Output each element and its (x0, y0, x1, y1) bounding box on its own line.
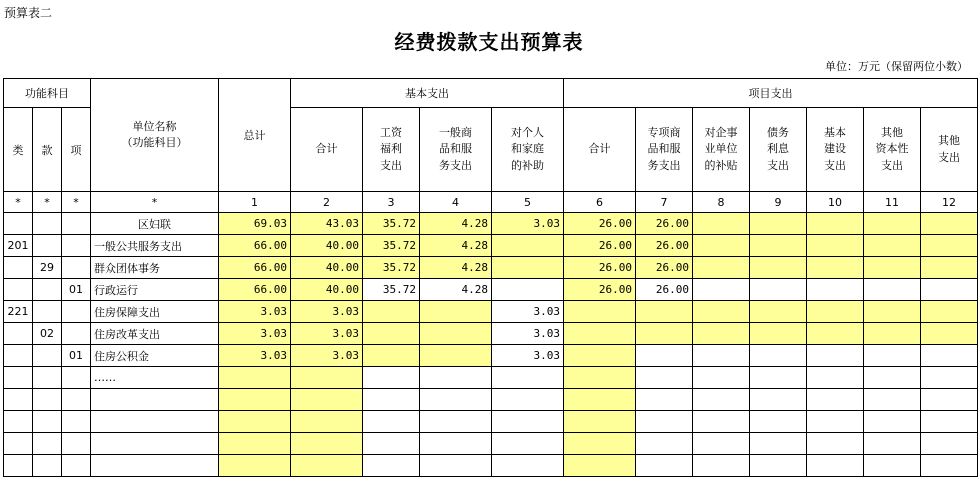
value-cell (750, 279, 807, 301)
value-cell (564, 301, 636, 323)
value-cell (750, 257, 807, 279)
table-row (4, 279, 978, 301)
value-cell (636, 345, 693, 367)
value-cell (864, 213, 921, 235)
value-cell (864, 389, 921, 411)
value-cell (750, 389, 807, 411)
header-lei: 类 (4, 108, 33, 192)
value-cell (420, 411, 492, 433)
table-row (4, 455, 978, 477)
value-cell (921, 257, 978, 279)
column-index-cell: 8 (693, 192, 750, 213)
header-subcol-text: 其他 资本性 支出 (875, 125, 909, 172)
value-cell (564, 455, 636, 477)
value-cell (492, 411, 564, 433)
unit-note: 单位：万元（保留两位小数） (825, 60, 968, 73)
value-cell (750, 213, 807, 235)
code-kuan (33, 279, 62, 301)
value-cell: 3.03 (291, 345, 363, 367)
code-xiang: 01 (62, 279, 91, 301)
unit-name-cell: 住房改革支出 (91, 323, 219, 345)
value-cell (750, 345, 807, 367)
value-cell (363, 367, 420, 389)
header-subcol (291, 108, 363, 192)
value-cell (564, 411, 636, 433)
value-cell (564, 345, 636, 367)
value-cell (291, 367, 363, 389)
code-lei (4, 433, 33, 455)
code-xiang (62, 213, 91, 235)
value-cell (693, 345, 750, 367)
value-cell: 26.00 (564, 279, 636, 301)
value-cell (807, 213, 864, 235)
value-cell: 26.00 (564, 235, 636, 257)
value-cell (864, 257, 921, 279)
value-cell: 26.00 (564, 213, 636, 235)
value-cell (219, 455, 291, 477)
value-cell (363, 411, 420, 433)
code-kuan (33, 433, 62, 455)
code-lei (4, 279, 33, 301)
value-cell (921, 433, 978, 455)
value-cell (363, 323, 420, 345)
code-kuan: 02 (33, 323, 62, 345)
unit-name-cell: 区妇联 (91, 213, 219, 235)
value-cell (807, 367, 864, 389)
value-cell (420, 433, 492, 455)
value-cell: 43.03 (291, 213, 363, 235)
column-index-cell: 3 (363, 192, 420, 213)
value-cell (807, 455, 864, 477)
value-cell (219, 389, 291, 411)
value-cell (219, 411, 291, 433)
header-subcol-text: 对企事 业单位 的补贴 (704, 125, 738, 172)
value-cell (636, 367, 693, 389)
code-xiang (62, 301, 91, 323)
value-cell (636, 411, 693, 433)
code-lei (4, 257, 33, 279)
value-cell (864, 235, 921, 257)
value-cell (420, 367, 492, 389)
value-cell (864, 411, 921, 433)
value-cell (564, 323, 636, 345)
code-xiang (62, 323, 91, 345)
value-cell (693, 235, 750, 257)
header-subcol-text: 一般商 品和服 务支出 (439, 125, 472, 172)
value-cell (363, 455, 420, 477)
value-cell (564, 367, 636, 389)
header-subcol (807, 108, 864, 192)
value-cell (807, 433, 864, 455)
value-cell (807, 235, 864, 257)
value-cell (807, 411, 864, 433)
value-cell (750, 411, 807, 433)
table-row (4, 411, 978, 433)
unit-name-cell (91, 389, 219, 411)
value-cell: 3.03 (219, 301, 291, 323)
value-cell (750, 367, 807, 389)
value-cell: 35.72 (363, 279, 420, 301)
value-cell (420, 389, 492, 411)
header-subcol-text: 合计 (588, 142, 611, 156)
value-cell (921, 455, 978, 477)
value-cell (807, 389, 864, 411)
value-cell (492, 235, 564, 257)
value-cell (492, 389, 564, 411)
column-index-cell: 12 (921, 192, 978, 213)
value-cell (921, 301, 978, 323)
value-cell: 26.00 (564, 257, 636, 279)
column-index-cell: 4 (420, 192, 492, 213)
value-cell (636, 323, 693, 345)
unit-name-cell (91, 455, 219, 477)
value-cell (492, 257, 564, 279)
value-cell (921, 213, 978, 235)
header-subcol-text: 对个人 和家庭 的补助 (511, 125, 544, 172)
value-cell (693, 433, 750, 455)
table-row (4, 323, 978, 345)
value-cell: 4.28 (420, 235, 492, 257)
column-index-cell: 6 (564, 192, 636, 213)
value-cell (291, 455, 363, 477)
value-cell (807, 279, 864, 301)
value-cell (864, 367, 921, 389)
header-subcol-text: 债务 利息 支出 (767, 125, 789, 172)
value-cell: 3.03 (492, 213, 564, 235)
value-cell (492, 279, 564, 301)
header-unit-name-text: 单位名称 （功能科目） (121, 119, 188, 149)
value-cell (693, 279, 750, 301)
value-cell: 26.00 (636, 279, 693, 301)
value-cell (492, 433, 564, 455)
value-cell: 35.72 (363, 257, 420, 279)
value-cell (492, 367, 564, 389)
value-cell (636, 301, 693, 323)
column-index-cell: 5 (492, 192, 564, 213)
header-subcol-text: 基本 建设 支出 (824, 125, 846, 172)
value-cell: 3.03 (492, 323, 564, 345)
table-row (4, 235, 978, 257)
value-cell (636, 433, 693, 455)
budget-table (3, 78, 978, 477)
value-cell (693, 323, 750, 345)
unit-name-cell: 住房公积金 (91, 345, 219, 367)
header-subcol (492, 108, 564, 192)
value-cell: 3.03 (291, 301, 363, 323)
code-lei (4, 455, 33, 477)
value-cell (420, 455, 492, 477)
column-index-cell: * (4, 192, 33, 213)
value-cell: 66.00 (219, 235, 291, 257)
value-cell (693, 389, 750, 411)
value-cell (807, 345, 864, 367)
header-subcol (864, 108, 921, 192)
header-subcol (693, 108, 750, 192)
value-cell (693, 367, 750, 389)
value-cell (750, 301, 807, 323)
value-cell: 35.72 (363, 213, 420, 235)
header-func-subject: 功能科目 (4, 79, 91, 108)
value-cell (921, 279, 978, 301)
unit-name-cell: 住房保障支出 (91, 301, 219, 323)
column-index-cell: 9 (750, 192, 807, 213)
value-cell (564, 433, 636, 455)
value-cell (420, 345, 492, 367)
table-row (4, 257, 978, 279)
unit-name-cell: 行政运行 (91, 279, 219, 301)
value-cell (219, 367, 291, 389)
code-kuan (33, 235, 62, 257)
code-xiang: 01 (62, 345, 91, 367)
table-row (4, 301, 978, 323)
header-subcol-text: 工资 福利 支出 (380, 125, 402, 172)
code-lei: 201 (4, 235, 33, 257)
header-unit-name (91, 79, 219, 192)
value-cell (291, 411, 363, 433)
value-cell: 4.28 (420, 257, 492, 279)
header-kuan: 款 (33, 108, 62, 192)
value-cell (363, 345, 420, 367)
value-cell (864, 433, 921, 455)
value-cell (807, 323, 864, 345)
header-subcol (921, 108, 978, 192)
value-cell (864, 345, 921, 367)
value-cell (864, 323, 921, 345)
code-xiang (62, 455, 91, 477)
value-cell: 40.00 (291, 235, 363, 257)
table-row (4, 367, 978, 389)
code-lei (4, 345, 33, 367)
value-cell: 3.03 (219, 345, 291, 367)
value-cell (291, 433, 363, 455)
value-cell (807, 301, 864, 323)
column-index-cell: 11 (864, 192, 921, 213)
value-cell (363, 301, 420, 323)
value-cell (693, 411, 750, 433)
value-cell: 3.03 (492, 301, 564, 323)
value-cell (363, 389, 420, 411)
table-row (4, 433, 978, 455)
value-cell (363, 433, 420, 455)
unit-name-cell: …… (91, 367, 219, 389)
value-cell: 3.03 (291, 323, 363, 345)
header-basic: 基本支出 (291, 79, 564, 108)
value-cell: 40.00 (291, 257, 363, 279)
value-cell (636, 389, 693, 411)
code-kuan (33, 389, 62, 411)
value-cell (492, 455, 564, 477)
value-cell (291, 389, 363, 411)
column-index-cell: 1 (219, 192, 291, 213)
code-kuan: 29 (33, 257, 62, 279)
value-cell: 4.28 (420, 279, 492, 301)
value-cell (420, 301, 492, 323)
value-cell (636, 455, 693, 477)
header-subcol (636, 108, 693, 192)
sheet-label: 预算表二 (4, 6, 53, 20)
value-cell: 66.00 (219, 279, 291, 301)
value-cell: 66.00 (219, 257, 291, 279)
code-lei (4, 411, 33, 433)
code-lei: 221 (4, 301, 33, 323)
code-kuan (33, 301, 62, 323)
code-lei (4, 323, 33, 345)
value-cell (750, 323, 807, 345)
value-cell: 26.00 (636, 235, 693, 257)
code-xiang (62, 389, 91, 411)
code-lei (4, 367, 33, 389)
column-index-cell: 10 (807, 192, 864, 213)
value-cell (693, 257, 750, 279)
header-subcol (363, 108, 420, 192)
column-index-cell: * (62, 192, 91, 213)
header-project: 项目支出 (564, 79, 978, 108)
column-index-cell: 2 (291, 192, 363, 213)
value-cell: 40.00 (291, 279, 363, 301)
value-cell: 4.28 (420, 213, 492, 235)
table-row (4, 213, 978, 235)
unit-name-cell: 一般公共服务支出 (91, 235, 219, 257)
value-cell: 26.00 (636, 213, 693, 235)
code-xiang (62, 411, 91, 433)
value-cell (750, 455, 807, 477)
value-cell (693, 213, 750, 235)
code-kuan (33, 367, 62, 389)
column-index-cell: 7 (636, 192, 693, 213)
header-subcol (750, 108, 807, 192)
code-kuan (33, 345, 62, 367)
value-cell (219, 433, 291, 455)
value-cell (864, 455, 921, 477)
code-kuan (33, 411, 62, 433)
unit-name-cell (91, 411, 219, 433)
table-row (4, 389, 978, 411)
value-cell: 69.03 (219, 213, 291, 235)
header-subcol-text: 其他 支出 (938, 134, 961, 164)
page-title: 经费拨款支出预算表 (394, 30, 584, 54)
value-cell (921, 367, 978, 389)
value-cell (807, 257, 864, 279)
header-subcol-text: 合计 (315, 142, 338, 156)
code-lei (4, 213, 33, 235)
column-index-cell: * (91, 192, 219, 213)
code-xiang (62, 257, 91, 279)
header-subcol (420, 108, 492, 192)
value-cell (864, 301, 921, 323)
header-total: 总计 (219, 79, 291, 192)
code-xiang (62, 235, 91, 257)
unit-name-cell: 群众团体事务 (91, 257, 219, 279)
code-xiang (62, 433, 91, 455)
value-cell (921, 235, 978, 257)
value-cell: 35.72 (363, 235, 420, 257)
value-cell (864, 279, 921, 301)
value-cell (921, 411, 978, 433)
value-cell (921, 323, 978, 345)
code-kuan (33, 213, 62, 235)
column-index-cell: * (33, 192, 62, 213)
value-cell (420, 323, 492, 345)
unit-name-cell (91, 433, 219, 455)
header-subcol-text: 专项商 品和服 务支出 (647, 125, 681, 172)
value-cell: 26.00 (636, 257, 693, 279)
value-cell (564, 389, 636, 411)
value-cell: 3.03 (219, 323, 291, 345)
header-xiang: 项 (62, 108, 91, 192)
value-cell (921, 389, 978, 411)
value-cell (750, 433, 807, 455)
value-cell (693, 301, 750, 323)
value-cell (693, 455, 750, 477)
value-cell (921, 345, 978, 367)
header-subcol (564, 108, 636, 192)
table-row (4, 345, 978, 367)
code-lei (4, 389, 33, 411)
code-kuan (33, 455, 62, 477)
value-cell (750, 235, 807, 257)
value-cell: 3.03 (492, 345, 564, 367)
column-index-row (4, 192, 978, 213)
code-xiang (62, 367, 91, 389)
